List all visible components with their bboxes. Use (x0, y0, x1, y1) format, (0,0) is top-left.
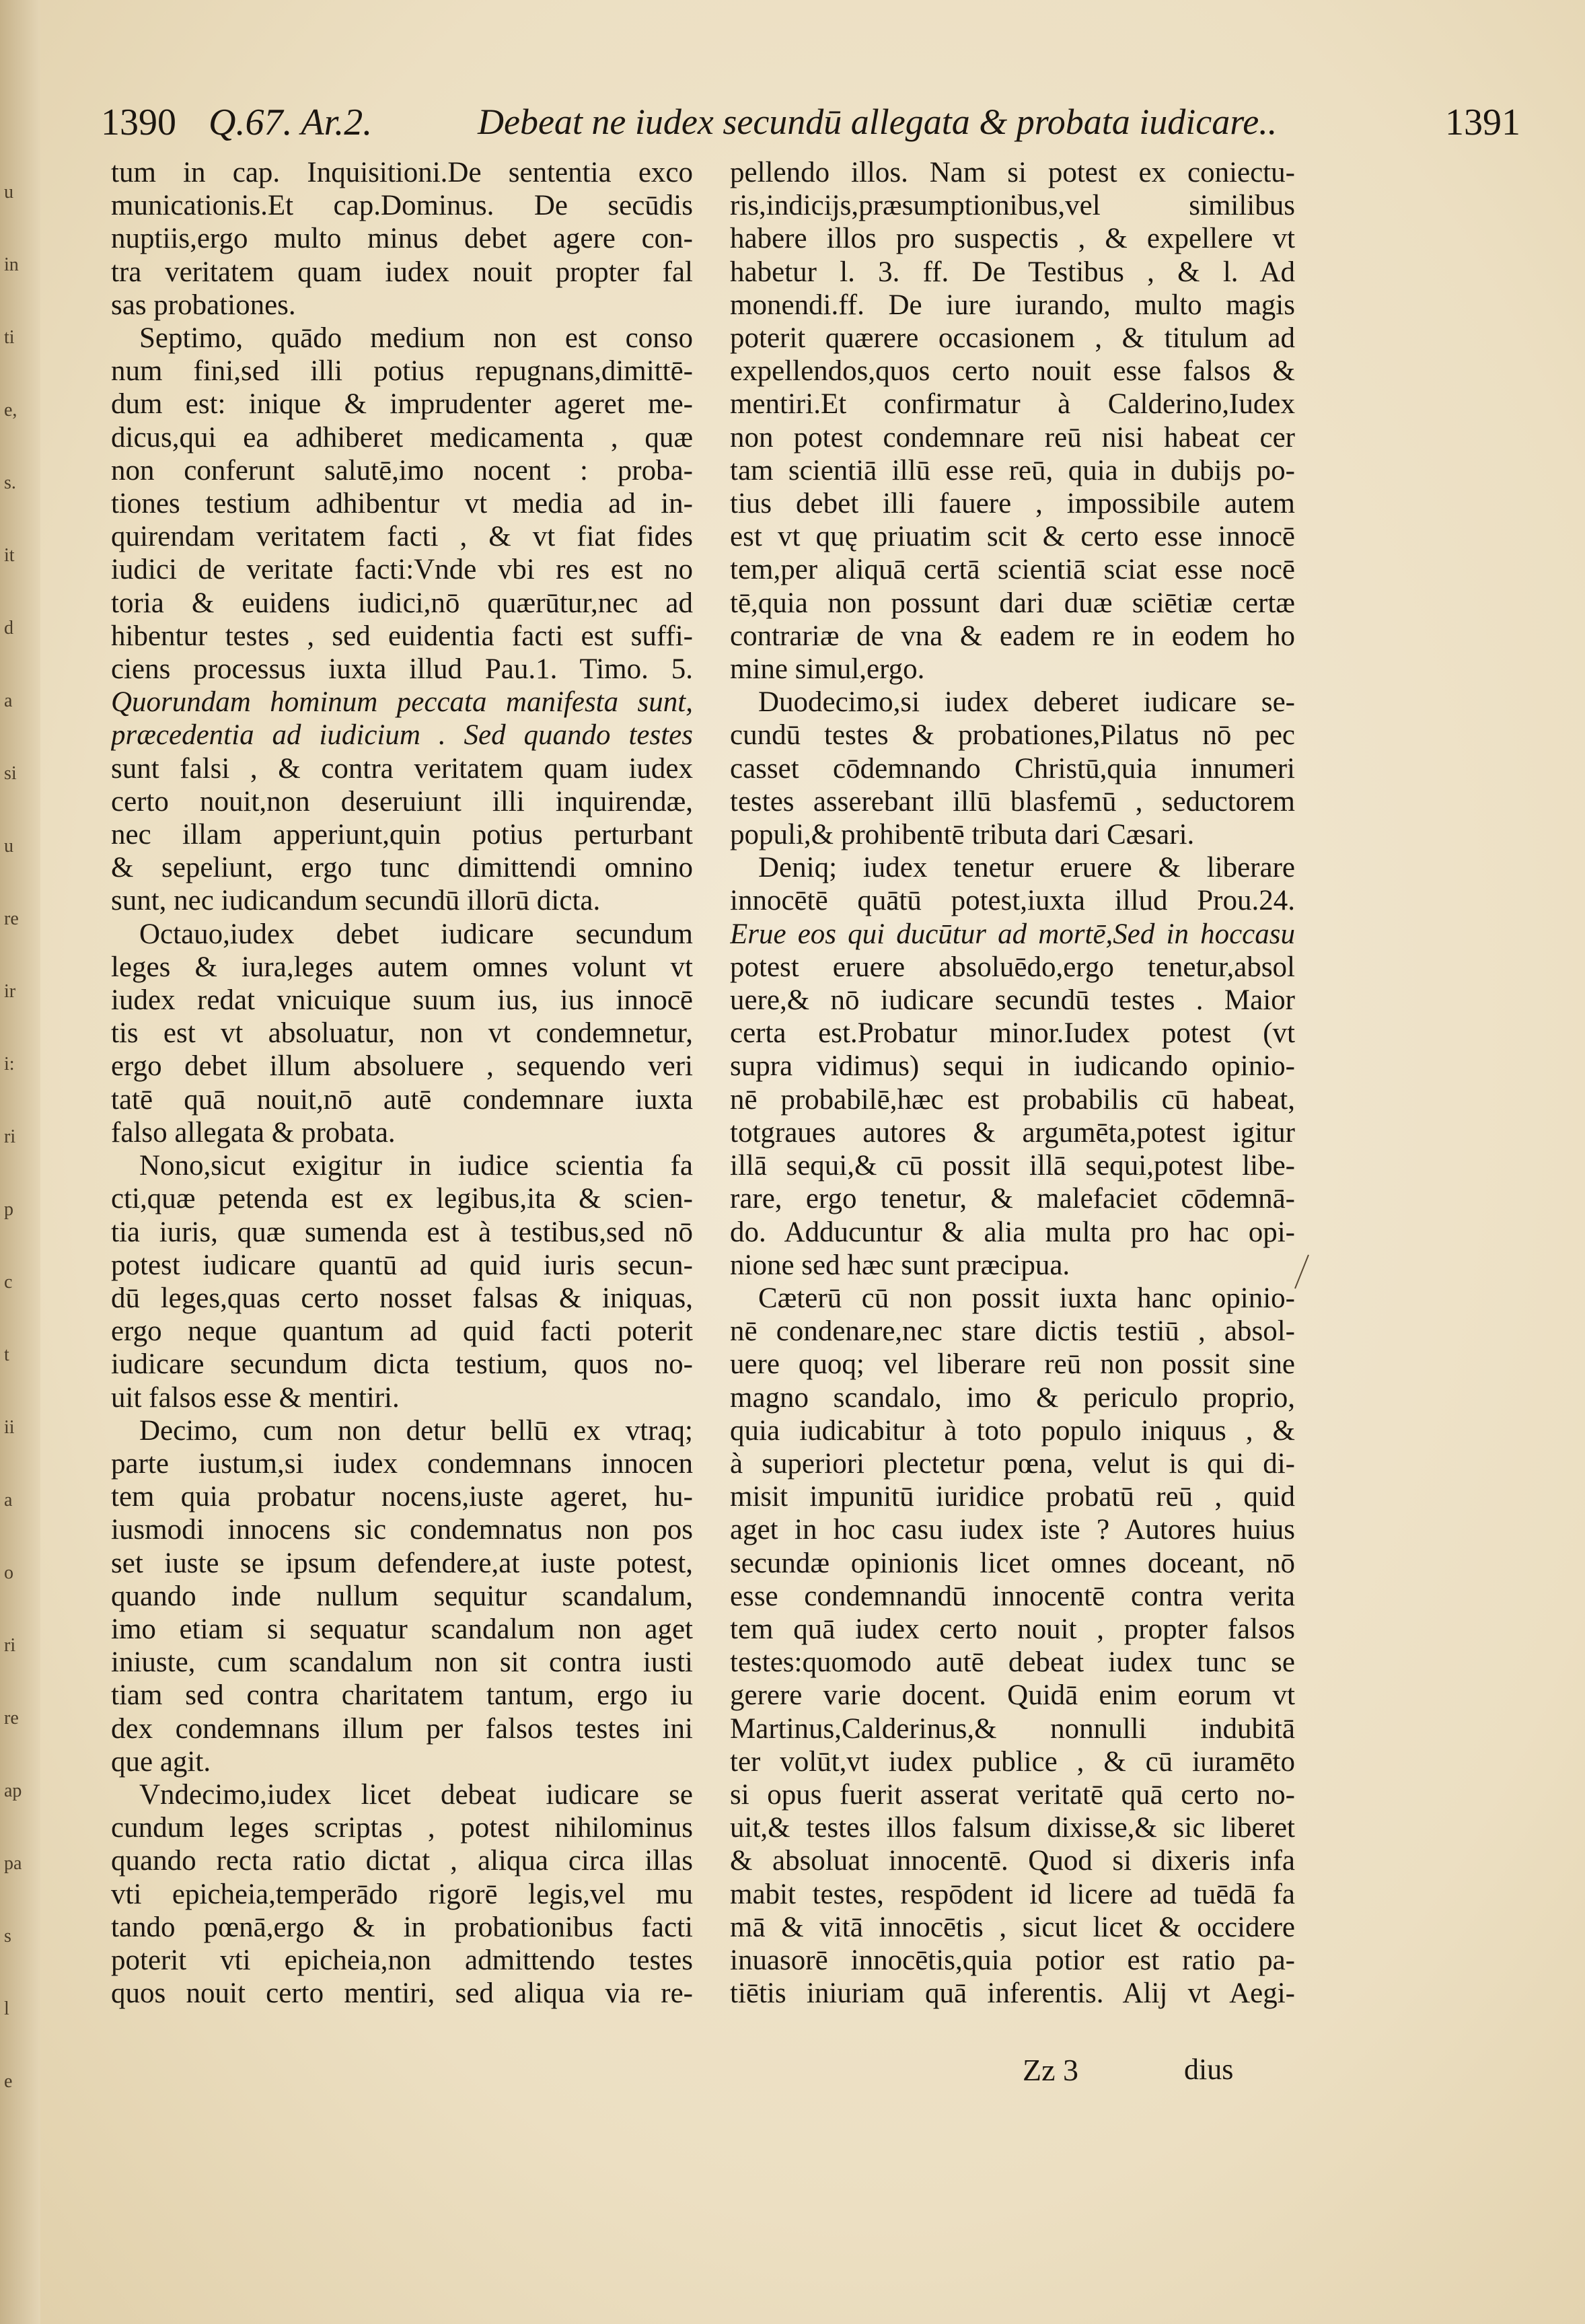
text-line: tē,quia non possunt dari duæ sciētiæ certæ (730, 587, 1295, 619)
text-line: mentiri.Et confirmatur à Calderino,Iudex (730, 388, 1295, 421)
text-line: sunt falsi , & contra veritatem quam iudex (111, 752, 693, 785)
text-line: quos nouit certo mentiri, sed aliqua via re- (111, 1977, 693, 2010)
text-line: Deniq; iudex tenetur eruere & liberare (758, 852, 1295, 884)
text-line: vti epicheia,temperādo rigorē legis,vel mu (111, 1878, 693, 1910)
text-line: uere,& nō iudicare secundū testes . Maior (730, 984, 1295, 1017)
left-text-column (111, 156, 693, 2010)
margin-fragment: ri (4, 1126, 16, 1147)
text-line: certo nouit,non deseruiunt illi inquirendæ, (111, 785, 693, 818)
text-line: quando inde nullum sequitur scandalum, (111, 1580, 693, 1612)
margin-fragment: i: (4, 1054, 15, 1075)
text-line: potest eruere absoluēdo,ergo tenetur,absol (730, 951, 1295, 983)
text-line: non conferunt salutē,imo nocent : proba- (111, 454, 693, 486)
text-line: tiones testium adhibentur vt media ad in- (111, 488, 693, 520)
margin-fragment: ti (4, 327, 15, 348)
text-line: cti,quæ petenda est ex legibus,ita & scien- (111, 1183, 693, 1215)
text-line: nē probabilē,hæc est probabilis cū habeat, (730, 1083, 1295, 1116)
page-number-left: 1390 (101, 102, 176, 143)
margin-fragment: u (4, 836, 13, 857)
text-line: & sepeliunt, ergo tunc dimittendi omnino (111, 852, 693, 884)
margin-fragment: ri (4, 1635, 16, 1656)
text-line: Erue eos qui ducūtur ad mortē,Sed in hoccasu (730, 918, 1295, 950)
text-line: quando recta ratio dictat , aliqua circa illas (111, 1845, 693, 1877)
section-marker: Q.67. Ar.2. (209, 102, 373, 143)
text-line: dū leges,quas certo nosset falsas & iniquas, (111, 1282, 693, 1314)
text-line: parte iustum,si iudex condemnans innocen (111, 1447, 693, 1480)
text-line: tem quia probatur nocens,iuste ageret, hu- (111, 1481, 693, 1513)
text-line: toria & euidens iudici,nō quærūtur,nec ad (111, 587, 693, 619)
margin-fragment: u (4, 182, 13, 203)
text-line: Decimo, cum non detur bellū ex vtraq; (139, 1414, 693, 1447)
text-line: uit,& testes illos falsum dixisse,& sic liberet (730, 1812, 1295, 1844)
page-number-right: 1391 (1445, 102, 1520, 143)
text-line: set iuste se ipsum defendere,at iuste potest, (111, 1547, 693, 1579)
text-line: ris,indicijs,præsumptionibus,vel similibus (730, 190, 1295, 222)
running-title: Debeat ne iudex secundū allegata & probata iudicare.. (478, 102, 1278, 142)
text-line: ciens processus iuxta illud Pau.1. Timo. 5. (111, 653, 693, 686)
text-line: tra veritatem quam iudex nouit propter fal (111, 256, 693, 288)
text-line: iusmodi innocens sic condemnatus non pos (111, 1514, 693, 1546)
text-line: cundum leges scriptas , potest nihilominus (111, 1812, 693, 1844)
text-line: Quorundam hominum peccata manifesta sunt, (111, 686, 693, 719)
text-line: do. Adducuntur & alia multa pro hac opi- (730, 1216, 1295, 1248)
text-line: leges & iura,leges autem omnes volunt vt (111, 951, 693, 983)
text-line: est vt quę priuatim scit & certo esse innocē (730, 521, 1295, 553)
text-line: supra vidimus) sequi in iudicando opinio- (730, 1050, 1295, 1083)
margin-fragment: t (4, 1344, 9, 1365)
text-line: mabit testes, respōdent id licere ad tuēdā fa (730, 1878, 1295, 1910)
margin-fragment: ir (4, 981, 16, 1002)
margin-fragment: e (4, 2071, 13, 2092)
text-line: innocētē quātū potest,iuxta illud Prou.24. (730, 885, 1295, 917)
text-line: Duodecimo,si iudex deberet iudicare se- (758, 686, 1295, 719)
text-line: mine simul,ergo. (730, 653, 925, 686)
text-line: esse condemnandū innocentē contra verita (730, 1580, 1295, 1612)
text-line: municationis.Et cap.Dominus. De secūdis (111, 190, 693, 222)
text-line: mā & vitā innocētis , sicut licet & occidere (730, 1911, 1295, 1943)
text-line: poterit quærere occasionem , & titulum ad (730, 322, 1295, 355)
text-line: ergo debet illum absoluere , sequendo veri (111, 1050, 693, 1083)
text-line: gerere varie docent. Quidā enim eorum vt (730, 1679, 1295, 1712)
text-line: nē condenare,nec stare dictis testiū , absol- (730, 1315, 1295, 1348)
text-line: testes:quomodo autē debeat iudex tunc se (730, 1646, 1295, 1679)
text-line: ter volūt,vt iudex publice , & cū iuramēto (730, 1745, 1295, 1778)
text-line: sas probationes. (111, 289, 296, 321)
text-line: hibentur testes , sed euidentia facti est suffi- (111, 620, 693, 652)
margin-fragment: a (4, 690, 13, 711)
text-line: monendi.ff. De iure iurando, multo magis (730, 289, 1295, 321)
text-line: tum in cap. Inquisitioni.De sententia exco (111, 157, 693, 188)
text-line: habere illos pro suspectis , & expellere vt (730, 223, 1295, 255)
text-line: contrariæ de vna & eadem re in eodem ho (730, 620, 1295, 652)
text-line: dex condemnans illum per falsos testes ini (111, 1712, 693, 1745)
margin-fragment: s (4, 1926, 11, 1947)
text-line: tiētis iniuriam quā inferentis. Alij vt Aegi- (730, 1977, 1295, 2010)
margin-fragment: p (4, 1199, 13, 1220)
text-line: iniuste, cum scandalum non sit contra iusti (111, 1646, 693, 1679)
margin-fragment: l (4, 1998, 9, 2019)
text-line: certa est.Probatur minor.Iudex potest (vt (730, 1017, 1295, 1050)
text-line: habetur l. 3. ff. De Testibus , & l. Ad (730, 256, 1295, 288)
text-line: Martinus,Calderinus,& nonnulli indubitā (730, 1712, 1295, 1745)
text-line: cundū testes & probationes,Pilatus nō pec (730, 719, 1295, 752)
text-line: Nono,sicut exigitur in iudice scientia fa (139, 1150, 693, 1182)
text-line: nec illam apperiunt,quin potius perturbant (111, 819, 693, 851)
text-line: uere quoq; vel liberare reū non possit sine (730, 1348, 1295, 1381)
text-line: sunt, nec iudicandum secundū illorū dicta. (111, 885, 601, 917)
text-line: Octauo,iudex debet iudicare secundum (139, 918, 693, 950)
text-line: num fini,sed illi potius repugnans,dimittē- (111, 355, 693, 388)
margin-fragment: in (4, 254, 19, 275)
text-line: Septimo, quādo medium non est conso (139, 322, 693, 355)
text-line: dicus,qui ea adhiberet medicamenta , quæ (111, 421, 693, 453)
text-line: misit impunitū iuridice probatū reū , quid (730, 1481, 1295, 1513)
text-line: iudicare secundum dicta testium, quos no- (111, 1348, 693, 1381)
text-line: inuasorē innocētis,quia potior est ratio pa- (730, 1944, 1295, 1976)
text-line: pellendo illos. Nam si potest ex coniectu- (730, 157, 1295, 188)
margin-fragment: re (4, 908, 19, 929)
text-line: poterit vti epicheia,non admittendo testes (111, 1944, 693, 1976)
margin-fragment: re (4, 1708, 19, 1729)
margin-fragment: ap (4, 1780, 22, 1801)
margin-fragment: e, (4, 400, 17, 421)
text-line: quirendam veritatem facti , & vt fiat fides (111, 521, 693, 553)
text-line: tem,per aliquā certā scientiā sciat esse nocē (730, 554, 1295, 586)
page-footer (1023, 2052, 1312, 2093)
text-line: tiam sed contra charitatem tantum, ergo iu (111, 1679, 693, 1712)
text-line: nione sed hæc sunt præcipua. (730, 1249, 1070, 1281)
text-line: non potest condemnare reū nisi habeat cer (730, 421, 1295, 453)
text-line: præcedentia ad iudicium . Sed quando testes (111, 719, 693, 752)
text-line: uit falsos esse & mentiri. (111, 1381, 400, 1414)
text-line: tatē quā nouit,nō autē condemnare iuxta (111, 1083, 693, 1116)
facing-page-gutter (0, 0, 40, 2324)
margin-fragment: s. (4, 472, 16, 493)
text-line: tam scientiā illū esse reū, quia in dubijs po- (730, 454, 1295, 486)
text-line: illā sequi,& cū possit illā sequi,potest libe- (730, 1150, 1295, 1182)
signature-mark: Zz 3 (1023, 2053, 1079, 2087)
text-line: falso allegata & probata. (111, 1116, 396, 1149)
text-line: tem quā iudex certo nouit , propter falsos (730, 1613, 1295, 1645)
text-line: secundæ opinionis licet omnes doceant, nō (730, 1547, 1295, 1579)
text-line: tando pœnā,ergo & in probationibus facti (111, 1911, 693, 1943)
right-text-column (730, 156, 1295, 2010)
text-line: iudici de veritate facti:Vnde vbi res est no (111, 554, 693, 586)
pencil-mark (1292, 1251, 1312, 1292)
text-line: tia iuris, quæ sumenda est à testibus,sed nō (111, 1216, 693, 1248)
text-line: dum est: inique & imprudenter ageret me- (111, 388, 693, 421)
margin-fragment: c (4, 1272, 13, 1293)
margin-fragment: a (4, 1490, 13, 1511)
margin-fragment: o (4, 1562, 13, 1583)
text-line: totgraues autores & argumēta,potest igitur (730, 1116, 1295, 1149)
text-line: quia iudicabitur à toto populo iniquus , & (730, 1414, 1295, 1447)
margin-fragment: it (4, 545, 15, 566)
text-line: Cæterū cū non possit iuxta hanc opinio- (758, 1282, 1295, 1314)
text-line: iudex redat vnicuique suum ius, ius innocē (111, 984, 693, 1017)
catchword: dius (1184, 2053, 1234, 2086)
text-line: imo etiam si sequatur scandalum non aget (111, 1613, 693, 1645)
text-line: tius debet illi fauere , impossibile autem (730, 488, 1295, 520)
text-line: si opus fuerit asserat veritatē quā certo no- (730, 1778, 1295, 1811)
text-line: potest iudicare quantū ad quid iuris secun- (111, 1249, 693, 1281)
text-line: magno scandalo, imo & periculo proprio, (730, 1381, 1295, 1414)
text-line: aget in hoc casu iudex iste ? Autores huius (730, 1514, 1295, 1546)
text-line: & absoluat innocentē. Quod si dixeris infa (730, 1845, 1295, 1877)
margin-fragment: si (4, 763, 17, 784)
text-line: expellendos,quos certo nouit esse falsos & (730, 355, 1295, 388)
text-line: rare, ergo tenetur, & malefaciet cōdemnā- (730, 1183, 1295, 1215)
running-header (101, 101, 1520, 148)
margin-fragment: ii (4, 1417, 15, 1438)
text-line: Vndecimo,iudex licet debeat iudicare se (139, 1778, 693, 1811)
margin-fragment: pa (4, 1853, 22, 1874)
text-line: à superiori plectetur pœna, velut is qui di- (730, 1447, 1295, 1480)
text-line: populi,& prohibentē tributa dari Cæsari. (730, 819, 1195, 851)
text-line: casset cōdemnando Christū,quia innumeri (730, 752, 1295, 785)
text-line: nuptiis,ergo multo minus debet agere con- (111, 223, 693, 255)
text-line: testes asserebant illū blasfemū , seductorem (730, 785, 1295, 818)
margin-fragment: d (4, 618, 13, 639)
text-line: tis est vt absoluatur, non vt condemnetur, (111, 1017, 693, 1050)
text-line: ergo neque quantum ad quid facti poterit (111, 1315, 693, 1348)
text-line: que agit. (111, 1745, 211, 1778)
